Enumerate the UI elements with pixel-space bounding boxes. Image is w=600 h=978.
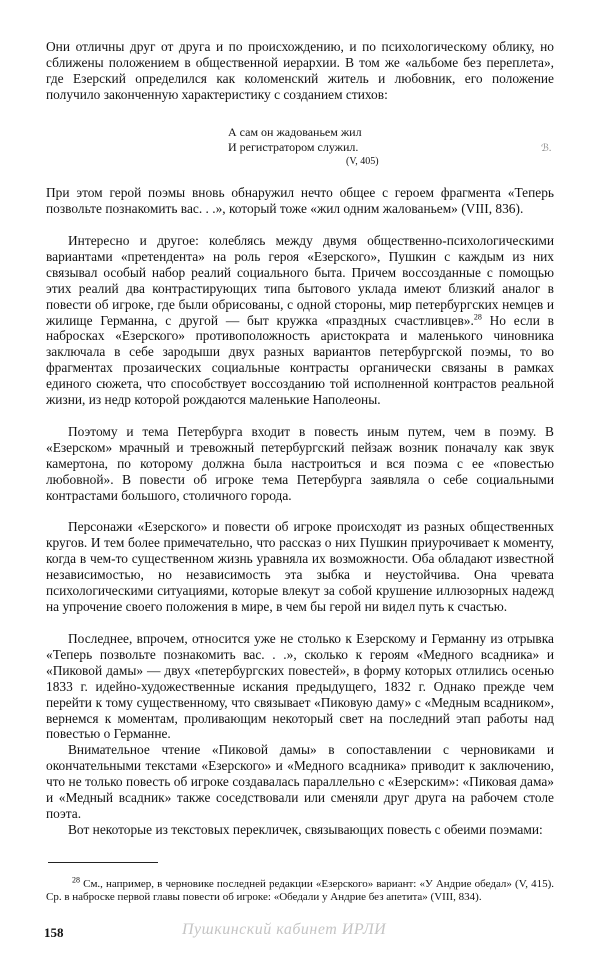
paragraph-6: Последнее, впрочем, относится уже не столько к Езерскому и Германну из отрывка «Теперь позвольте познакомить вас. . .», сколько к героям «Медного всадника» и «Пиковой дамы» — двух «петербургских повестей», в форму которых отлились осенью 1833 г. идейно-художественные искания предыдущего, 1832 г. Однако прежде чем перейти к тому существенному, что связывает «Пиковую даму» с «Медным всадником», вернемся к моментам, проливающим некоторый свет на последний этап работы над повестью о Германне. <box>46 631 554 742</box>
watermark: Пушкинский кабинет ИРЛИ <box>182 921 387 938</box>
paragraph-8: Вот некоторые из текстовых перекличек, связывающих повесть с обеими поэмами: <box>68 822 543 837</box>
paragraph-7: Внимательное чтение «Пиковой дамы» в сопоставлении с черновиками и окончательными текстами «Езерского» и «Медного всадника» приводит к заключению, что не только повесть об игроке создавалась параллельно с «Езерским»: «Пиковая дама» и «Медный всадник» также соседствовали или сменяли друг друга на рабочем столе поэта. <box>46 742 554 821</box>
footnote-number: 28 <box>72 875 80 885</box>
paragraph-2: При этом герой поэмы вновь обнаружил нечто общее с героем фрагмента «Теперь позвольте познакомить вас. . .», который тоже «жил одним жалованьем» (VIII, 836). <box>46 185 554 216</box>
page-number: 158 <box>44 925 64 940</box>
poem-quote <box>228 125 362 154</box>
footnote <box>46 875 555 904</box>
margin-mark: ℬ. <box>541 143 552 154</box>
paragraph-3 <box>46 233 554 408</box>
paragraph-1: Они отличны друг от друга и по происхождению, и по психологическому облику, но сближены положением в общественной иерархии. В том же «альбоме без переплета», где Езерский определился как коломенский житель и любовник, его положение получило законченную характеристику с созданием стихов: <box>46 39 554 102</box>
paragraph-3-text: Интересно и другое: колеблясь между двумя общественно-психологическими вариантами «претендента» на роль героя «Езерского», Пушкин с каждым из них связывал особый набор реалий социального быта. Причем воссозданные с помощью этих реалий два контрастирующих типа бытового уклада имеют близкий аналог в повести об игроке, где были обрисованы, с одной стороны, мир петербургских немцев и жилище Германна, с другой — быт кружка «праздных счастливцев». <box>46 233 554 328</box>
paragraph-4: Поэтому и тема Петербурга входит в повесть иным путем, чем в поэму. В «Езерском» мрачный и тревожный петербургский пейзаж возник поначалу как звук камертона, по которому должна была настроиться и вся поэма с ее «повестью любовной». В повести об игроке тема Петербурга заявляла о себе социальными контрастами большого, столичного города. <box>46 424 554 503</box>
poem-reference: (V, 405) <box>346 156 379 167</box>
footnote-ref[interactable]: 28 <box>473 312 482 322</box>
paragraph-3-continuation: Но если в набросках «Езерского» противоположность аристократа и маленького чиновника заключала в себе зародыши двух разных вариантов петербургской поэмы, то во фрагментах прозаических социальные контрасты органически связаны в рамках единого сюжета, что способствует воссозданию той исполненной контрастов реальной жизни, из недр которой рождаются маленькие Наполеоны. <box>46 312 555 408</box>
paragraph-5: Персонажи «Езерского» и повести об игроке происходят из разных общественных кругов. И тем более примечательно, что рассказ о них Пушкин приурочивает к моменту, когда в чем-то существенном жизнь уравняла их возможности. Оба обладают известной независимостью, но независимость эта зыбка и неустойчива. Она чревата психологическими ситуациями, которые влекут за собой крушение иллюзорных надежд на упрочение своего положения в мире, в чем бы герой ни видел путь к счастью. <box>46 519 554 614</box>
poem-line-2: И регистратором служил. <box>228 139 359 154</box>
poem-line-1: А сам он жадованьем жил <box>228 125 362 139</box>
footnote-divider <box>48 862 158 863</box>
footnote-text: См., например, в черновике последней редакции «Езерского» вариант: «У Андрие обедал» (V, 415). Ср. в наброске первой главы повести об игроке: «Обедали у Андрие без апетита» (VIII, 834). <box>46 878 555 903</box>
